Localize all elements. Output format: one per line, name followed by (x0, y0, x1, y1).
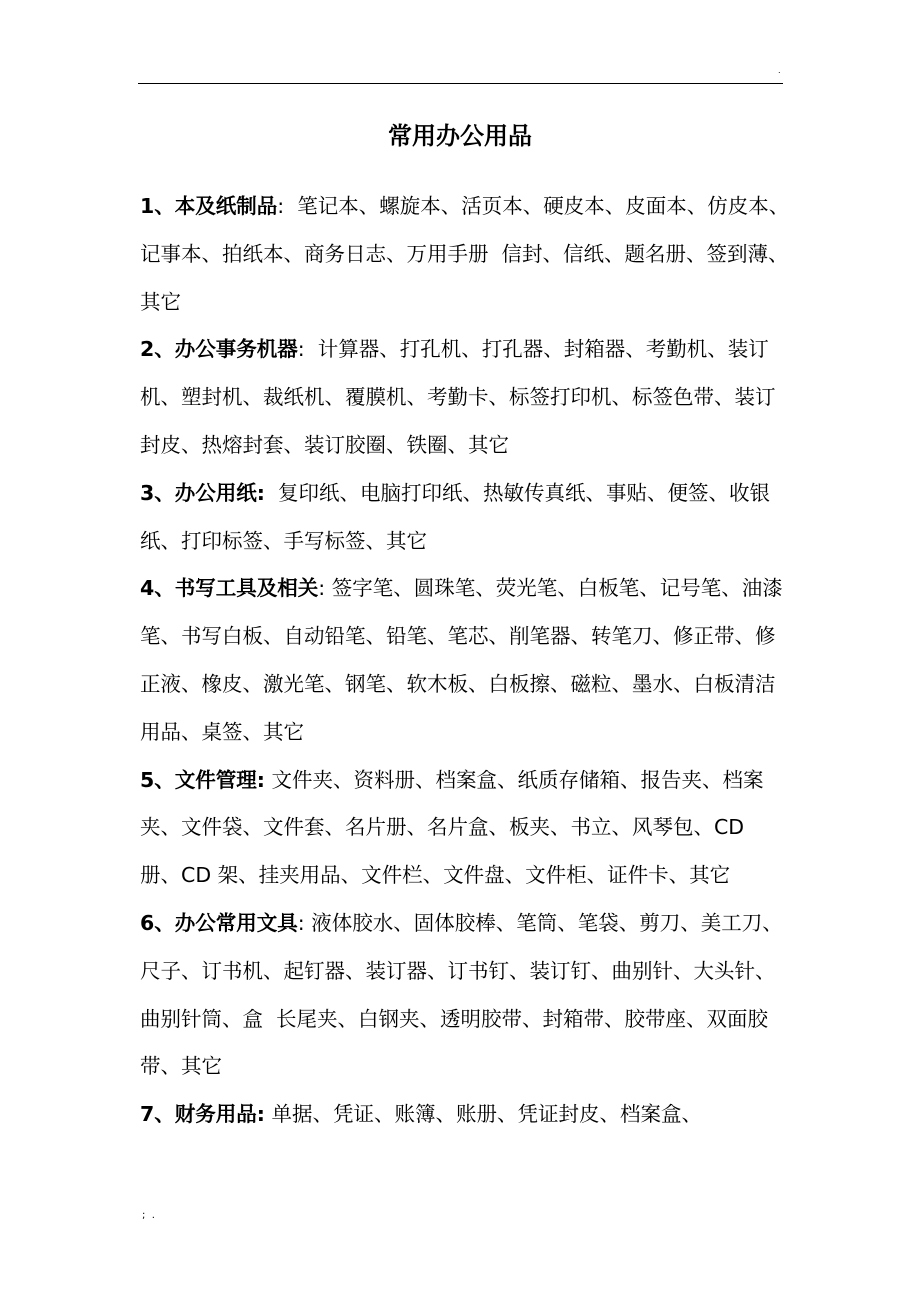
entry-heading-text: 7、财务用品: (140, 1102, 265, 1127)
entry-body: 复印纸、电脑打印纸、热敏传真纸、事贴、便签、收银纸、打印标签、手写标签、其它 (140, 480, 770, 553)
list-item (140, 757, 790, 900)
entry-body: 笔记本、螺旋本、活页本、硬皮本、皮面本、仿皮本、记事本、拍纸本、商务日志、万用手册 信封、信纸、题名册、签到薄、其它 (140, 194, 790, 314)
list-item (140, 565, 790, 756)
list-item (140, 900, 790, 1091)
list-item (140, 183, 790, 326)
entry-heading-text: 3、办公用纸: (140, 480, 265, 505)
entry-heading (140, 481, 265, 505)
entry-body: 签字笔、圆珠笔、荧光笔、白板笔、记号笔、油漆笔、书写白板、自动铅笔、铅笔、笔芯、削笔器、转笔刀、修正带、修正液、橡皮、激光笔、钢笔、软木板、白板擦、磁粒、墨水、白板清洁用品、桌签、其它 (140, 576, 783, 744)
entry-heading-text: 6、办公常用文具 (140, 910, 298, 935)
list-item (140, 470, 790, 566)
entry-heading (140, 576, 325, 600)
entry-heading (140, 337, 305, 361)
header-dot: . (778, 66, 781, 75)
header-rule (138, 83, 783, 84)
entry-colon: : (277, 194, 285, 218)
entry-heading (140, 194, 284, 218)
entry-body: 文件夹、资料册、档案盒、纸质存储箱、报告夹、档案夹、文件袋、文件套、名片册、名片盒、板夹、书立、风琴包、CD 册、CD 架、挂夹用品、文件栏、文件盘、文件柜、证件卡、其它 (140, 767, 764, 888)
entry-colon: : (297, 910, 305, 935)
entry-heading-text: 4、书写工具及相关 (140, 576, 319, 601)
list-item (140, 1091, 790, 1139)
entry-heading-text: 1、本及纸制品 (140, 194, 278, 218)
entry-heading (140, 911, 305, 935)
entry-colon: : (297, 337, 305, 362)
entry-body: 计算器、打孔机、打孔器、封箱器、考勤机、装订机、塑封机、裁纸机、覆膜机、考勤卡、标签打印机、标签色带、装订封皮、热熔封套、装订胶圈、铁圈、其它 (140, 337, 776, 457)
document-body (140, 183, 790, 1139)
list-item (140, 326, 790, 469)
page-title: 常用办公用品 (388, 122, 532, 150)
entry-heading-text: 5、文件管理: (140, 767, 265, 792)
footer-mark: ; . (142, 1210, 155, 1221)
entry-heading (140, 768, 265, 792)
entry-heading-text: 2、办公事务机器 (140, 337, 298, 362)
entry-heading (140, 1102, 265, 1126)
entry-body: 单据、凭证、账簿、账册、凭证封皮、档案盒、 (264, 1102, 702, 1127)
entry-colon: : (318, 576, 326, 601)
entry-body: 液体胶水、固体胶棒、笔筒、笔袋、剪刀、美工刀、尺子、订书机、起钉器、装订器、订书钉、装订钉、曲别针、大头针、曲别针筒、盒 长尾夹、白钢夹、透明胶带、封箱带、胶带座、双面胶带、其它 (140, 910, 783, 1079)
